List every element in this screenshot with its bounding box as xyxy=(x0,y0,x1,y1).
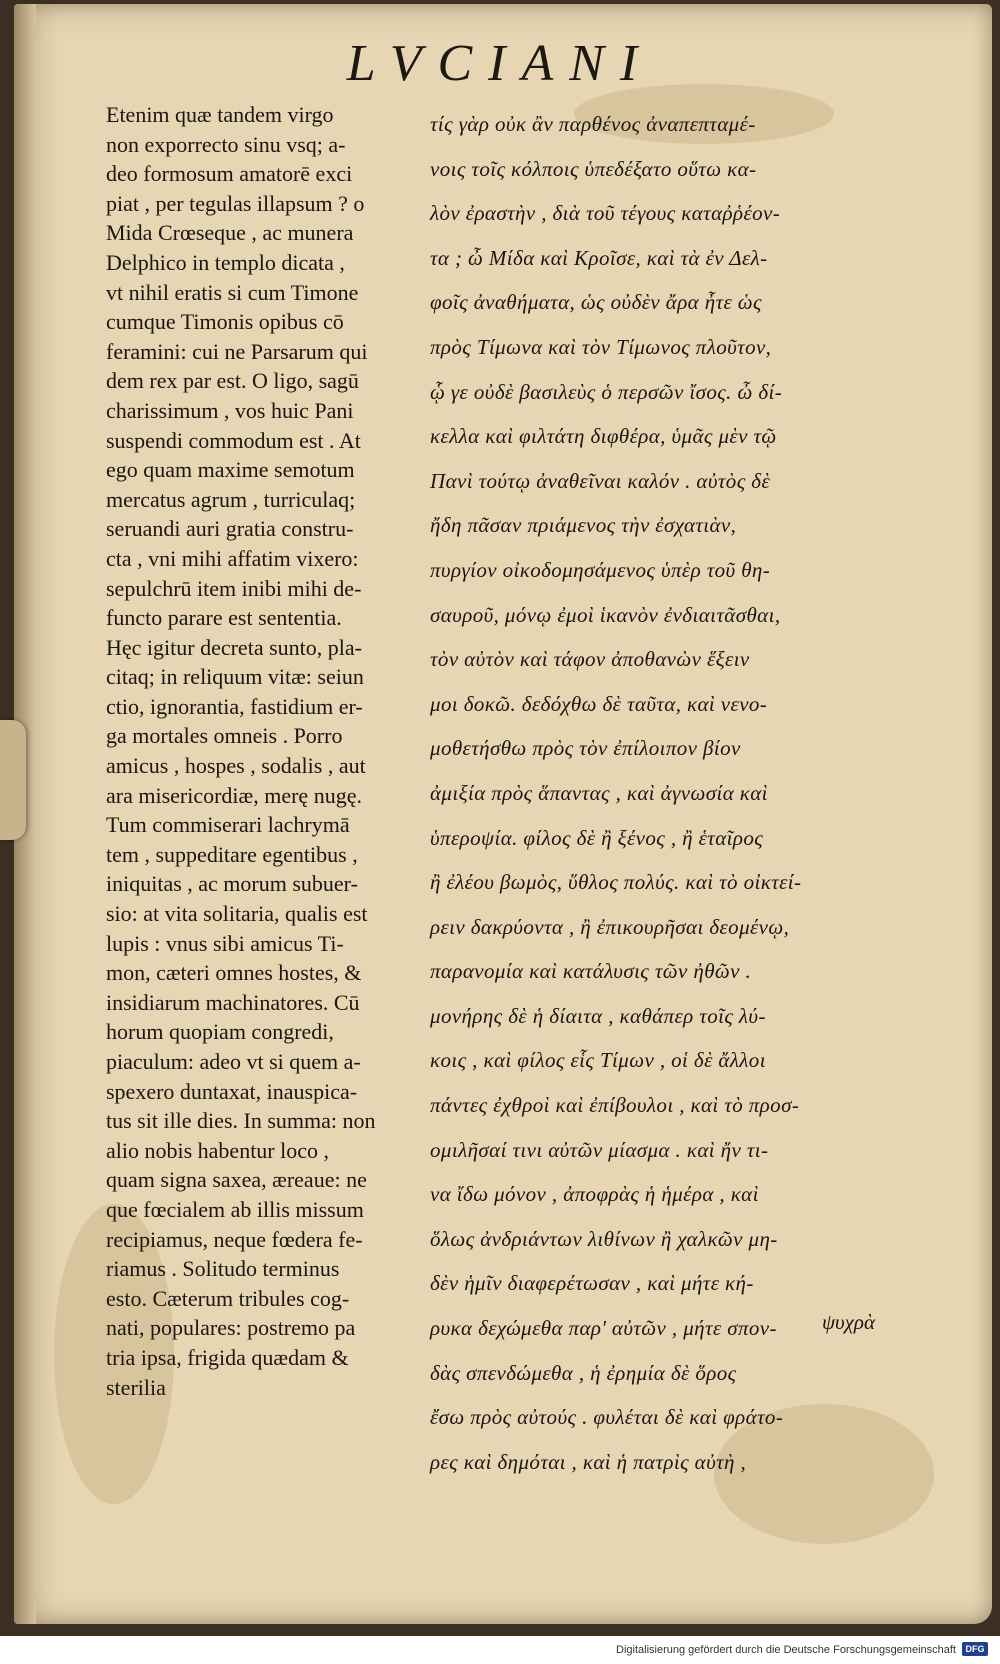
latin-text-line: ara misericordiæ, merę nugę. xyxy=(106,782,362,808)
greek-text-line: να ἴδω μόνον , ἀποφρὰς ἡ ἡμέρα , καὶ xyxy=(430,1182,759,1207)
latin-text-line: spexero duntaxat, inauspica- xyxy=(106,1078,358,1104)
latin-text-line: tem , suppeditare egentibus , xyxy=(106,841,358,867)
greek-text-line: τίς γὰρ οὐκ ἂν παρθένος ἀναπεπταμέ- xyxy=(430,112,756,136)
latin-text-line: seruandi auri gratia constru- xyxy=(106,516,354,542)
latin-text-line: insidiarum machinatores. Cū xyxy=(106,989,360,1015)
latin-text-column xyxy=(106,100,426,1402)
latin-text-line: ga mortales omneis . Porro xyxy=(106,723,343,749)
latin-text-line: nati, populares: postremo pa xyxy=(106,1315,356,1341)
greek-text-line: ἔσω πρὸς αὐτούς . φυλέται δὲ καὶ φράτο- xyxy=(430,1405,784,1430)
catchword: ψυχρὰ xyxy=(822,1310,876,1334)
latin-text-line: que fœcialem ab illis missum xyxy=(106,1196,364,1222)
greek-text-line: τὸν αὐτὸν καὶ τάφον ἀποθανὼν ἕξειν xyxy=(430,647,750,672)
greek-text-line: Πανὶ τούτῳ ἀναθεῖναι καλόν . αὐτὸς δὲ xyxy=(430,468,771,493)
greek-text-line: δὰς σπενδώμεθα , ἡ ἐρημία δὲ ὅρος xyxy=(430,1360,737,1385)
latin-text-line: Tum commiserari lachrymā xyxy=(106,812,350,838)
greek-text-line: δὲν ἡμῖν διαφερέτωσαν , καὶ μήτε κή- xyxy=(430,1271,754,1296)
latin-text-line: sepulchrū item inibi mihi de- xyxy=(106,575,362,601)
greek-text-line: ἀμιξία πρὸς ἅπαντας , καὶ ἀγνωσία καὶ xyxy=(430,780,768,805)
latin-text-line: sterilia xyxy=(106,1374,166,1400)
latin-text-line: tria ipsa, frigida quædam & xyxy=(106,1344,349,1370)
greek-text-line: παρανομία καὶ κατάλυσις τῶν ἠθῶν . xyxy=(430,959,752,984)
latin-text-line: ctio, ignorantia, fastidium er- xyxy=(106,693,363,719)
latin-text-line: charissimum , vos huic Pani xyxy=(106,397,354,423)
greek-text-column xyxy=(430,102,870,1484)
latin-text-line: alio nobis habentur loco , xyxy=(106,1137,330,1163)
latin-text-line: amicus , hospes , sodalis , aut xyxy=(106,753,366,779)
latin-text-line: deo formosum amatorē exci xyxy=(106,161,353,187)
latin-text-line: suspendi commodum est . At xyxy=(106,427,361,453)
latin-text-line: mercatus agrum , turriculaq; xyxy=(106,486,356,512)
running-head: LVCIANI xyxy=(346,35,654,92)
greek-text-line: ρειν δακρύοντα , ἢ ἐπικουρῆσαι δεομένῳ, xyxy=(430,914,790,939)
latin-text-line: Mida Crœseque , ac munera xyxy=(106,220,354,246)
latin-text-line: functo parare est sententia. xyxy=(106,605,342,631)
latin-text-line: vt nihil eratis si cum Timone xyxy=(106,279,359,305)
latin-text-line: sio: at vita solitaria, qualis est xyxy=(106,901,368,927)
greek-text-line: μοι δοκῶ. δεδόχθω δὲ ταῦτα, καὶ νενο- xyxy=(430,691,768,716)
greek-text-line: κοις , καὶ φίλος εἷς Τίμων , οἱ δὲ ἄλλοι xyxy=(430,1048,766,1073)
latin-text-line: piaculum: adeo vt si quem a- xyxy=(106,1049,361,1074)
greek-text-line: πυργίον οἰκοδομησάμενος ὑπὲρ τοῦ θη- xyxy=(430,557,771,582)
greek-text-line: νοις τοῖς κόλποις ὑπεδέξατο οὕτω κα- xyxy=(430,156,757,181)
greek-text-line: κελλα καὶ φιλτάτη διφθέρα, ὑμᾶς μὲν τῷ xyxy=(430,424,777,449)
greek-text-line: ομιλῆσαί τινι αὐτῶν μίασμα . καὶ ἤν τι- xyxy=(430,1137,769,1162)
latin-text-line: citaq; in reliquum vitæ: seiun xyxy=(106,664,364,690)
greek-text-line: ρυκα δεχώμεθα παρ' αὐτῶν , μήτε σπον- xyxy=(430,1316,777,1341)
greek-text-line: τα ; ὦ Μίδα καὶ Κροῖσε, καὶ τὰ ἐν Δελ- xyxy=(430,245,768,270)
digitization-footer xyxy=(0,1636,1000,1664)
latin-text-line: feramini: cui ne Parsarum qui xyxy=(106,338,368,364)
greek-text-line: φοῖς ἀναθήματα, ὡς οὐδὲν ἄρα ἦτε ὡς xyxy=(430,290,762,315)
latin-text-line: horum quopiam congredi, xyxy=(106,1019,334,1045)
greek-text-line: σαυροῦ, μόνῳ ἐμοὶ ἱκανὸν ἐνδιαιτᾶσθαι, xyxy=(430,602,781,627)
latin-text-line: recipiamus, neque fœdera fe- xyxy=(106,1226,363,1252)
greek-text-line: ᾧ γε οὐδὲ βασιλεὺς ὁ περσῶν ἴσος. ὦ δί- xyxy=(430,379,783,404)
latin-text-line: esto. Cæterum tribules cog- xyxy=(106,1285,350,1311)
greek-text-line: ἢ ἐλέου βωμὸς, ὕθλος πολύς. καὶ τὸ οἰκτεί- xyxy=(430,870,802,895)
latin-text-line: riamus . Solitudo terminus xyxy=(106,1256,340,1282)
greek-text-line: ὅλως ἀνδριάντων λιθίνων ἢ χαλκῶν μη- xyxy=(430,1226,778,1251)
latin-text-line: Etenim quæ tandem virgo xyxy=(106,102,334,127)
latin-text-line: quam signa saxea, æreaue: ne xyxy=(106,1167,367,1193)
latin-text-line: cta , vni mihi affatim vixero: xyxy=(106,545,359,571)
greek-text-line: ἤδη πᾶσαν πριάμενος τὴν ἐσχατιὰν, xyxy=(430,513,737,538)
page-tab xyxy=(0,720,26,840)
greek-text-line: ὑπεροψία. φίλος δὲ ἢ ξένος , ἢ ἑταῖρος xyxy=(430,825,764,850)
latin-text-line: cumque Timonis opibus cō xyxy=(106,309,344,335)
greek-text-line: λὸν ἐραστὴν , διὰ τοῦ τέγους καταῤῥέον- xyxy=(430,201,781,226)
latin-text-line: lupis : vnus sibi amicus Ti- xyxy=(106,930,344,956)
latin-text-line: Delphico in templo dicata , xyxy=(106,249,345,275)
footer-credit: Digitalisierung gefördert durch die Deutsche Forschungsgemeinschaft xyxy=(616,1644,956,1656)
greek-text-line: ρες καὶ δημόται , καὶ ἡ πατρὶς αὐτὴ , xyxy=(430,1449,747,1474)
latin-text-line: mon, cæteri omnes hostes, & xyxy=(106,960,362,986)
latin-text-line: non exporrecto sinu vsq; a- xyxy=(106,131,346,157)
latin-text-line: piat , per tegulas illapsum ? o xyxy=(106,190,365,216)
latin-text-line: iniquitas , ac morum subuer- xyxy=(106,871,358,897)
greek-text-line: μονήρης δὲ ἡ δίαιτα , καθάπερ τοῖς λύ- xyxy=(430,1003,766,1028)
latin-text-line: ego quam maxime semotum xyxy=(106,457,355,483)
greek-text-line: μοθετήσθω πρὸς τὸν ἐπίλοιπον βίον xyxy=(430,736,741,761)
latin-text-line: Hęc igitur decreta sunto, pla- xyxy=(106,634,362,660)
latin-text-line: tus sit ille dies. In summa: non xyxy=(106,1108,376,1134)
dfg-logo-icon: DFG xyxy=(962,1642,988,1656)
greek-text-line: πρὸς Τίμωνα καὶ τὸν Τίμωνος πλοῦτον, xyxy=(430,334,772,359)
greek-text-line: πάντες ἐχθροὶ καὶ ἐπίβουλοι , καὶ τὸ προσ- xyxy=(430,1093,800,1118)
latin-text-line: dem rex par est. O ligo, sagū xyxy=(106,368,359,394)
